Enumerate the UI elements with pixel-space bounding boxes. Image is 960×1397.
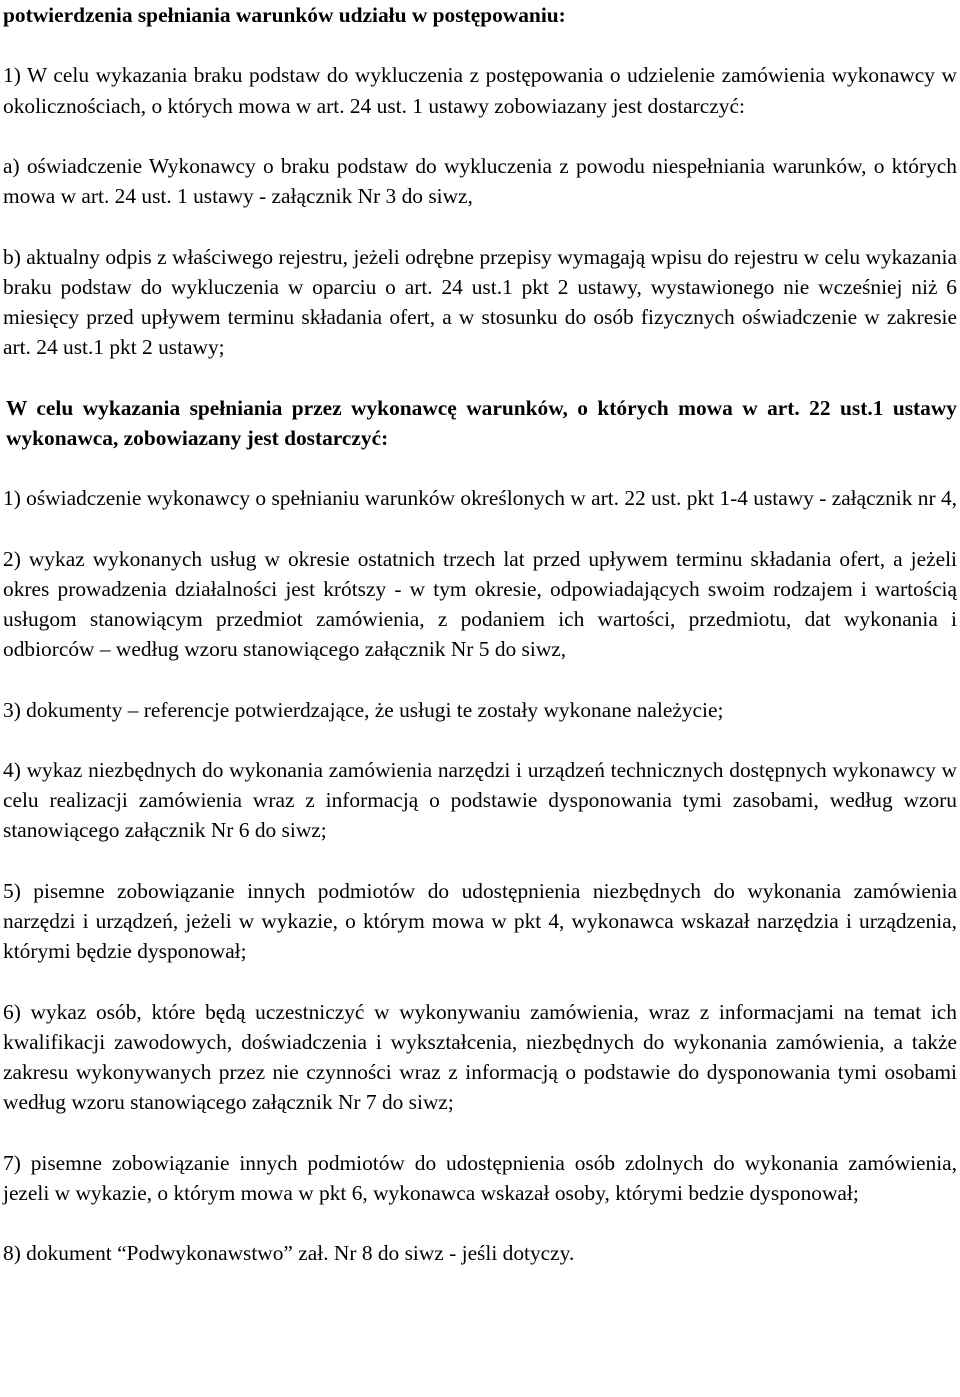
section2-item-6: 6) wykaz osób, które będą uczestniczyć w wykonywaniu zamówienia, wraz z informacjami na temat ich kwalifikacji zawodowych, doświadczenia i wykształcenia, niezbędnych do wykonania zamówienia, a także zakresu wykonywanych przez nie czynności wraz z informacją o podstawie do dysponowania tymi osobami według wzoru stanowiącego załącznik Nr 7 do siwz;	[3, 999, 957, 1115]
section2-item-5: 5) pisemne zobowiązanie innych podmiotów do udostępnienia niezbędnych do wykonania zamówienia narzędzi i urządzeń, jeżeli w wykazie, o którym mowa w pkt 4, wykonawca wskazał narzędzia i urządzenia, którymi będzie dysponował;	[3, 878, 957, 964]
section2-item-7: 7) pisemne zobowiązanie innych podmiotów do udostępnienia osób zdolnych do wykonania zamówienia, jezeli w wykazie, o którym mowa w pkt 6, wykonawca wskazał osoby, którymi bedzie dysponował;	[3, 1150, 957, 1205]
section1-item-a: a) oświadczenie Wykonawcy o braku podstaw do wykluczenia z powodu niespełniania warunków, o których mowa w art. 24 ust. 1 ustawy - załącznik Nr 3 do siwz,	[3, 153, 957, 209]
section2-item-4: 4) wykaz niezbędnych do wykonania zamówienia narzędzi i urządzeń technicznych dostępnych wykonawcy w celu realizacji zamówienia wraz z informacją o podstawie dysponowania tymi zasobami, według wzoru stanowiącego załącznik Nr 6 do siwz;	[3, 757, 957, 843]
section2-heading: W celu wykazania spełniania przez wykonawcę warunków, o których mowa w art. 22 ust.1 ustawy wykonawca, zobowiazany jest dostarczyć:	[6, 395, 957, 450]
section2-item-3: 3) dokumenty – referencje potwierdzające, że usługi te zostały wykonane należycie;	[3, 697, 724, 722]
section2-item-2: 2) wykaz wykonanych usług w okresie ostatnich trzech lat przed upływem terminu składania ofert, a jeżeli okres prowadzenia działalności jest krótszy - w tym okresie, odpowiadających swoim rodzajem i wartością usługom stanowiącym przedmiot zamówienia, z podaniem ich wartości, przedmiotu, dat wykonania i odbiorców – według wzoru stanowiącego załącznik Nr 5 do siwz,	[3, 546, 957, 662]
section2-item-1: 1) oświadczenie wykonawcy o spełnianiu warunków określonych w art. 22 ust. pkt 1-4 ustawy - załącznik nr 4,	[3, 486, 958, 511]
section2-item-8: 8) dokument “Podwykonawstwo” zał. Nr 8 do siwz - jeśli dotyczy.	[3, 1241, 575, 1266]
section1-intro: 1) W celu wykazania braku podstaw do wykluczenia z postępowania o udzielenie zamówienia wykonawcy w okolicznościach, o których mowa w art. 24 ust. 1 ustawy zobowiazany jest dostarczyć:	[3, 63, 957, 118]
section1-item-b: b) aktualny odpis z właściwego rejestru, jeżeli odrębne przepisy wymagają wpisu do rejestru w celu wykazania braku podstaw do wykluczenia w oparciu o art. 24 ust.1 pkt 2 ustawy, wystawionego nie wcześniej niż 6 miesięcy przed upływem terminu składania ofert, a w stosunku do osób fizycznych oświadczenie w zakresie art. 24 ust.1 pkt 2 ustawy;	[3, 244, 957, 360]
page-heading: potwierdzenia spełniania warunków udziału w postępowaniu:	[3, 3, 566, 27]
